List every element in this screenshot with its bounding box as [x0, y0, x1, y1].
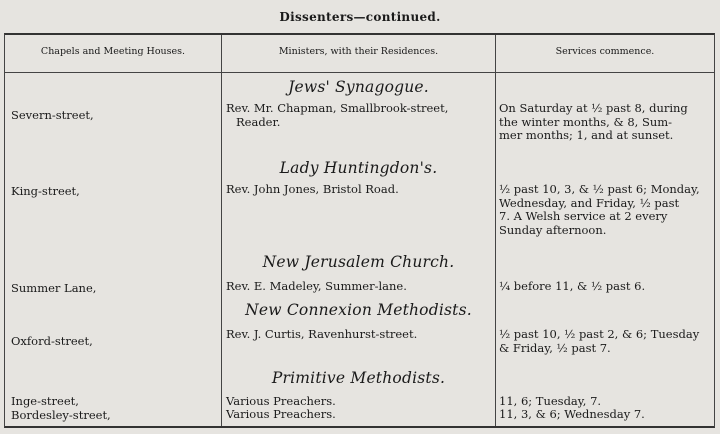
- services: 11, 3, & 6; Wednesday 7.: [499, 407, 645, 421]
- services: ¼ before 11, & ½ past 6.: [499, 279, 646, 293]
- minister: Various Preachers.: [226, 407, 336, 421]
- minister: Rev. John Jones, Bristol Road.: [226, 182, 399, 196]
- column-header-services: Services commence.: [555, 46, 655, 57]
- section-heading-lady-huntingdons: Lady Huntingdon's.: [279, 159, 438, 177]
- minister: [226, 102, 492, 129]
- services: ½ past 10, 3, & ½ past 6; Monday, Wednesday, and Friday, ½ past 7. A Welsh service at 2 every Sunday afternoon.: [499, 182, 700, 237]
- column-header-ministers: Ministers, with their Residences.: [278, 46, 439, 57]
- chapel-place: Bordesley-street,: [11, 408, 111, 422]
- section-heading-new-jerusalem-church: New Jerusalem Church.: [262, 253, 455, 271]
- minister-line: Rev. Mr. Chapman, Smallbrook-street,: [226, 101, 449, 115]
- minister-line: Reader.: [236, 114, 281, 129]
- header-divider: [5, 72, 714, 73]
- services: On Saturday at ½ past 8, during the winter months, & 8, Sum- mer months; 1, and at sunset.: [499, 101, 688, 142]
- column-divider: [495, 35, 496, 426]
- minister: Rev. E. Madeley, Summer-lane.: [226, 279, 407, 293]
- column-header-chapels: Chapels and Meeting Houses.: [40, 46, 186, 57]
- chapel-place: Severn-street,: [11, 108, 94, 122]
- minister: Rev. J. Curtis, Ravenhurst-street.: [226, 327, 418, 341]
- section-heading-new-connexion-methodists: New Connexion Methodists.: [245, 301, 472, 319]
- services: ½ past 10, ½ past 2, & 6; Tuesday & Friday, ½ past 7.: [499, 327, 700, 355]
- chapel-place: Inge-street,: [11, 394, 79, 408]
- minister: Various Preachers.: [226, 394, 336, 408]
- chapel-place: Oxford-street,: [11, 334, 93, 348]
- page-title: Dissenters—continued.: [279, 10, 441, 24]
- chapel-place: Summer Lane,: [11, 281, 97, 295]
- chapel-place: King-street,: [11, 184, 80, 198]
- section-heading-jews-synagogue: Jews' Synagogue.: [288, 78, 429, 96]
- chapels-table: [4, 33, 715, 428]
- services: 11, 6; Tuesday, 7.: [499, 394, 602, 408]
- section-heading-primitive-methodists: Primitive Methodists.: [271, 369, 446, 387]
